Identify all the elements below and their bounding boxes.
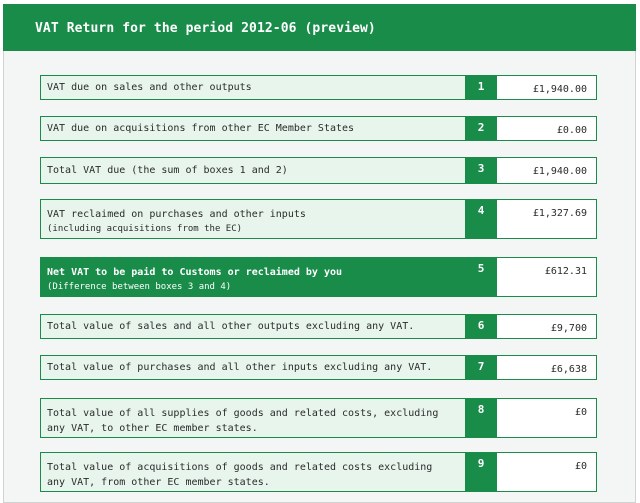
- box-label-text: VAT reclaimed on purchases and other inputs: [47, 209, 306, 220]
- box-value: £0.00: [496, 116, 597, 141]
- box-value: £0: [496, 398, 597, 438]
- box-label: [40, 199, 466, 239]
- box-value: £1,327.69: [496, 199, 597, 239]
- box-value: £612.31: [496, 257, 597, 297]
- box-number: 3: [466, 157, 496, 184]
- box-value: £9,700: [496, 314, 597, 339]
- box-number: 1: [466, 75, 496, 100]
- vat-box-row-6: [40, 314, 597, 339]
- box-value: £1,940.00: [496, 157, 597, 184]
- box-label-text: Total value of purchases and all other inputs excluding any VAT.: [47, 362, 433, 373]
- vat-box-row-8: [40, 398, 597, 438]
- box-label: [40, 452, 466, 492]
- box-sublabel: (including acquisitions from the EC): [47, 224, 243, 234]
- vat-box-row-9: [40, 452, 597, 492]
- box-label-text: Total value of all supplies of goods and related costs, excluding: [47, 408, 439, 419]
- box-number: 2: [466, 116, 496, 141]
- box-number: 8: [466, 398, 496, 438]
- vat-box-row-2: [40, 116, 597, 141]
- box-sublabel: (Difference between boxes 3 and 4): [47, 282, 232, 292]
- box-label-text: VAT due on sales and other outputs: [47, 82, 252, 93]
- box-label: [40, 157, 466, 184]
- vat-box-row-4: [40, 199, 597, 239]
- box-label-text: Total value of acquisitions of goods and related costs excluding: [47, 462, 433, 473]
- box-label: [40, 257, 466, 297]
- box-label: [40, 355, 466, 380]
- vat-box-row-3: [40, 157, 597, 184]
- box-label: [40, 75, 466, 100]
- vat-box-row-1: [40, 75, 597, 100]
- box-number: 9: [466, 452, 496, 492]
- page-title: VAT Return for the period 2012-06 (preview): [35, 21, 376, 36]
- box-label-text: Net VAT to be paid to Customs or reclaimed by you: [47, 267, 343, 278]
- box-label: [40, 116, 466, 141]
- box-number: 6: [466, 314, 496, 339]
- box-value: £1,940.00: [496, 75, 597, 100]
- box-value: £0: [496, 452, 597, 492]
- box-number: 7: [466, 355, 496, 380]
- box-label: [40, 398, 466, 438]
- box-number: 4: [466, 199, 496, 239]
- box-number: 5: [466, 257, 496, 297]
- box-label-text: Total VAT due (the sum of boxes 1 and 2): [47, 165, 288, 176]
- box-value: £6,638: [496, 355, 597, 380]
- box-label-text-line2: any VAT, from other EC member states.: [47, 477, 270, 488]
- box-label-text: Total value of sales and all other outputs excluding any VAT.: [47, 321, 415, 332]
- box-label-text: VAT due on acquisitions from other EC Member States: [47, 123, 355, 134]
- vat-box-row-7: [40, 355, 597, 380]
- box-label-text-line2: any VAT, to other EC member states.: [47, 423, 258, 434]
- box-label: [40, 314, 466, 339]
- vat-box-row-5: [40, 257, 597, 297]
- panel-header: [3, 4, 636, 51]
